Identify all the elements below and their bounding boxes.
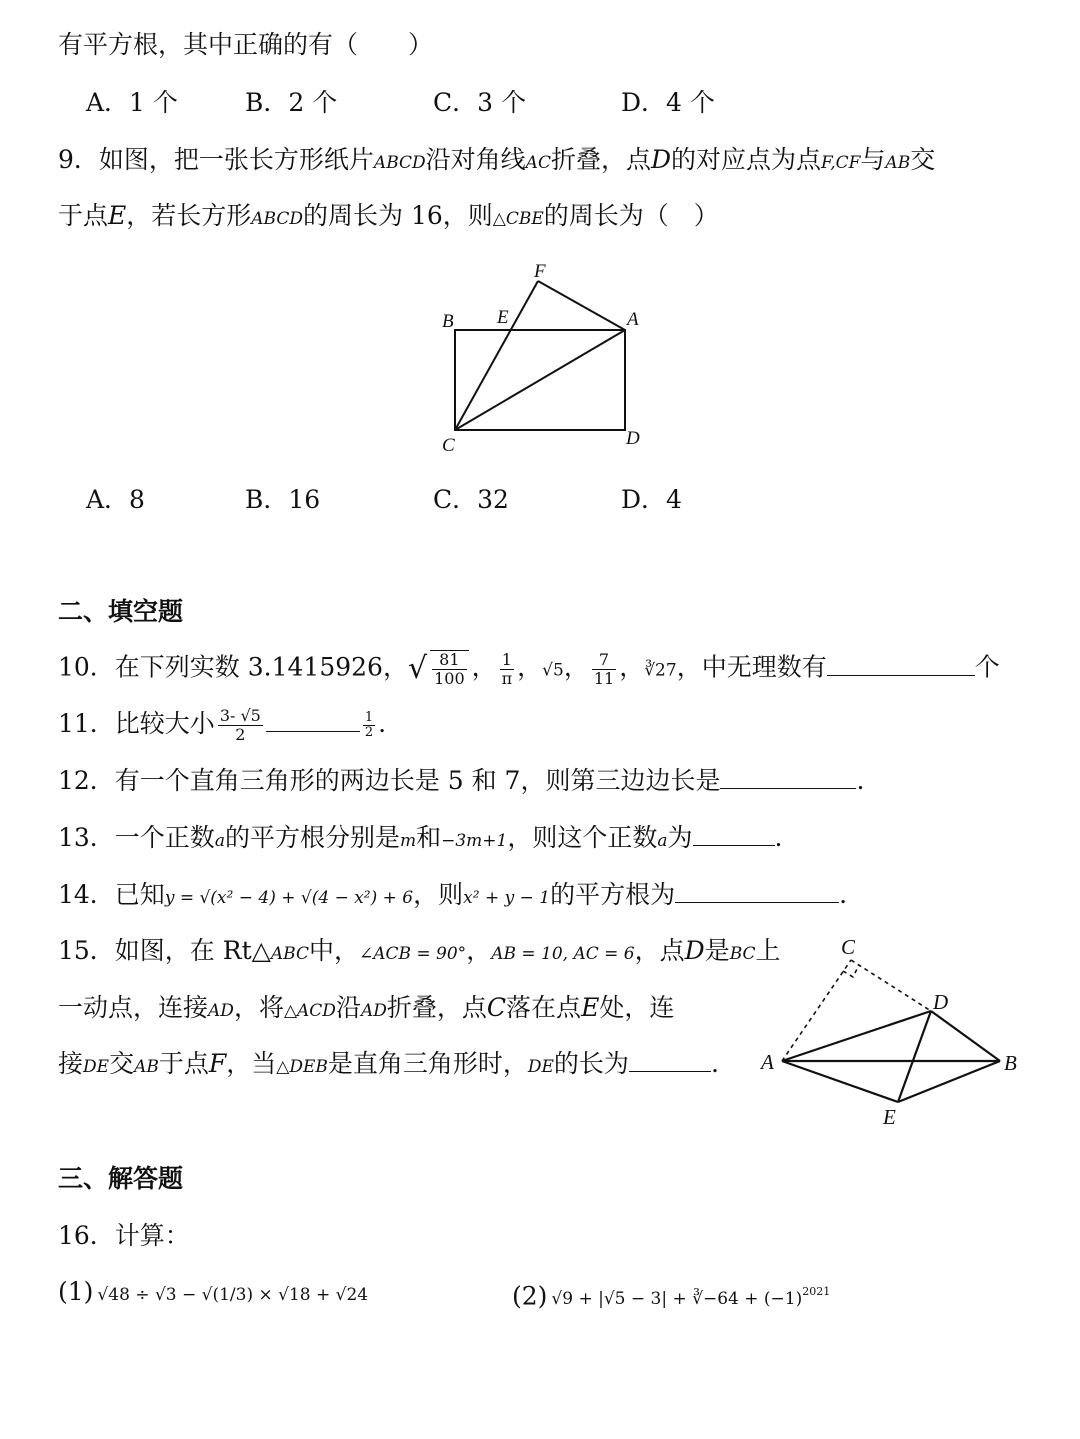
q9-option-c: C．32 — [433, 485, 509, 514]
q8-stem-tail: 有平方根，其中正确的有（ ） — [58, 30, 434, 59]
q16-part2: (2) √9 + |√5 − 3| + ∛−64 + $(-1)^{2021}$ — [512, 1281, 831, 1311]
q15-segment-ad — [782, 1011, 931, 1061]
q15-segment-eb — [898, 1061, 1000, 1102]
q15-dashed-cd — [851, 960, 931, 1011]
q15-label-e: E — [883, 1105, 896, 1129]
q8-option-d: D．4 个 — [621, 88, 715, 117]
q16-title: 16．计算： — [58, 1221, 190, 1250]
q8-option-b: B．2 个 — [245, 88, 338, 117]
q9-stem-line1: 9．如图，把一张长方形纸片ABCD沿对角线AC折叠，点D的对应点为点F,CF与AB交 — [58, 145, 936, 174]
q10-answer-blank[interactable] — [827, 651, 975, 676]
q15-stem-line3: 接DE交AB于点F，当△DEB是直角三角形时，DE的长为 . — [58, 1049, 719, 1078]
q15-answer-blank[interactable] — [629, 1047, 711, 1072]
q14-answer-blank[interactable] — [675, 878, 839, 903]
q9-option-d: D．4 — [621, 485, 682, 514]
q9-stem-line2: 于点E，若长方形ABCD的周长为 16，则△CBE的周长为（ ） — [58, 201, 719, 230]
q9-label-f: F — [534, 261, 546, 282]
section-fill-in-title: 二、填空题 — [58, 597, 184, 626]
q15-segment-ae — [782, 1061, 898, 1102]
q12-stem: 12．有一个直角三角形的两边长是 5 和 7，则第三边边长是 . — [58, 766, 865, 795]
q15-figure — [755, 930, 1030, 1130]
q15-label-c: C — [841, 935, 856, 959]
q13-answer-blank[interactable] — [693, 821, 775, 846]
q15-label-b: B — [1004, 1051, 1017, 1075]
q16-part1: (1) √48 ÷ √3 − √(1/3) × √18 + √24 — [58, 1277, 369, 1306]
q10-stem: 10．在下列实数 3.1415926，√ $\frac{81}{100}$ ， $\frac{1}{\pi}$ ，√5， $\frac{7}{11}$ ，∛27，中无理数有 个 — [58, 649, 1000, 688]
section-solve-title: 三、解答题 — [58, 1164, 184, 1193]
q15-segment-db — [931, 1011, 1000, 1061]
q11-answer-blank[interactable] — [266, 707, 360, 732]
q9-option-a: A．8 — [86, 485, 145, 514]
q9-option-b: B．16 — [245, 485, 321, 514]
q8-option-c: C．3 个 — [433, 88, 526, 117]
q12-answer-blank[interactable] — [720, 764, 856, 789]
q9-label-d: D — [626, 428, 640, 449]
q15-label-a: A — [761, 1050, 774, 1074]
q9-segment-fa — [538, 281, 625, 330]
q8-option-a: A．1 个 — [86, 88, 178, 117]
q9-label-b: B — [442, 311, 454, 332]
q14-stem: 14．已知y = √(x² − 4) + √(4 − x²) + 6，则x² + y − 1的平方根为 . — [58, 880, 848, 909]
q9-segment-cf — [455, 281, 538, 430]
q9-label-a: A — [627, 309, 639, 330]
q9-diagonal-ac — [455, 330, 625, 430]
q15-stem-line1: 15．如图，在 Rt△ABC中，∠ACB = 90°，AB = 10, AC = 6，点D是BC上 — [58, 936, 781, 965]
q9-figure — [430, 255, 660, 460]
q15-dashed-ac — [782, 960, 851, 1061]
q11-stem: 11．比较大小 $\frac{3- √5}{2}$ $\frac{1}{2}$ . — [58, 706, 387, 744]
q13-stem: 13．一个正数a的平方根分别是m和−3m+1，则这个正数a为 . — [58, 823, 783, 852]
q15-label-d: D — [933, 990, 949, 1014]
q9-label-c: C — [442, 435, 455, 456]
q15-segment-de — [898, 1011, 931, 1102]
q9-label-e: E — [497, 307, 509, 328]
q15-stem-line2: 一动点，连接AD，将△ACD沿AD折叠，点C落在点E处，连 — [58, 993, 675, 1022]
